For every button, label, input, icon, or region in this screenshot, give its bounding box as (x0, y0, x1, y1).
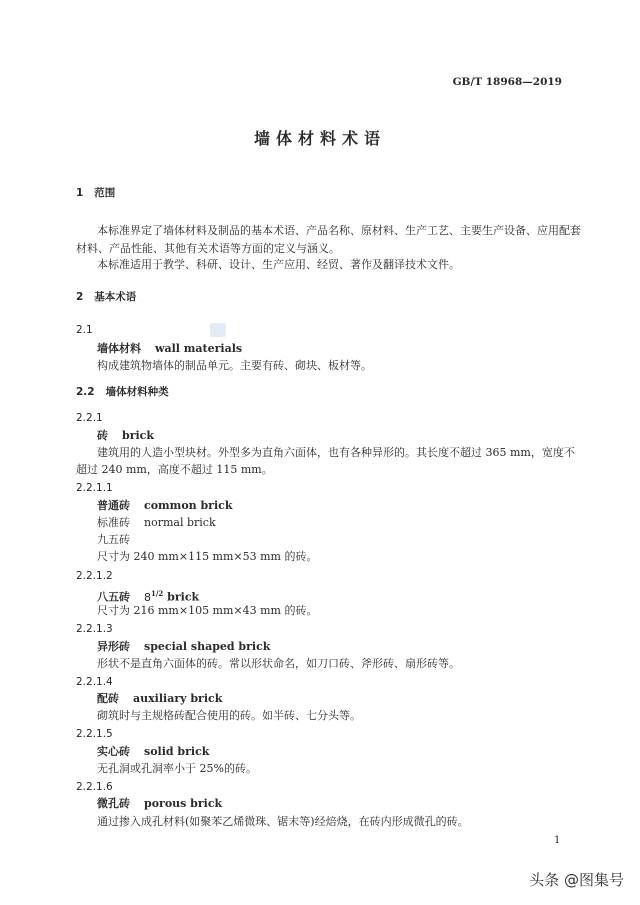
term-title (97, 745, 209, 759)
term-zh: 普通砖 (97, 499, 130, 512)
term-number: 2.2.1.1 (76, 482, 113, 494)
term-number: 2.2.1.3 (76, 623, 113, 635)
term-title (97, 797, 222, 811)
page-number: 1 (554, 835, 561, 846)
term-zh: 八五砖 (97, 590, 130, 604)
term-zh: 实心砖 (97, 745, 130, 758)
term-zh: 砖 (97, 429, 108, 442)
watermark-logo-icon (210, 323, 226, 337)
subsection-heading (76, 385, 169, 399)
term-synonym (97, 516, 216, 530)
term-title (97, 587, 199, 605)
section-number: 1 (76, 187, 84, 199)
term-number: 2.2.1.2 (76, 570, 113, 582)
synonym-zh: 标准砖 (97, 516, 130, 529)
term-definition: 通过掺入成孔材料(如聚苯乙烯微珠、锯末等)经焙烧，在砖内形成微孔的砖。 (97, 815, 469, 828)
term-number: 2.2.1.4 (76, 676, 113, 688)
term-definition: 构成建筑物墙体的制品单元。主要有砖、砌块、板材等。 (97, 359, 372, 372)
term-en: common brick (144, 499, 233, 512)
term-definition: 无孔洞或孔洞率小于 25%的砖。 (97, 762, 257, 775)
term-definition-line: 建筑用的人造小型块材。外型多为直角六面体，也有各种异形的。其长度不超过 365 mm，宽度不 (97, 446, 575, 459)
scope-paragraph-line: 本标准界定了墙体材料及制品的基本术语、产品名称、原材料、生产工艺、主要生产设备、应用配套 (97, 224, 581, 237)
section-number: 2 (76, 291, 84, 303)
section-title: 基本术语 (94, 291, 137, 303)
term-definition: 形状不是直角六面体的砖。常以形状命名，如刀口砖、斧形砖、扇形砖等。 (97, 657, 460, 670)
term-title (97, 342, 242, 356)
term-definition-line: 超过 240 mm，高度不超过 115 mm。 (76, 463, 273, 476)
term-en: brick (167, 590, 200, 604)
term-synonym: 九五砖 (97, 533, 130, 546)
term-number: 2.1 (76, 324, 93, 336)
standard-code: GB/T 18968—2019 (452, 76, 562, 88)
term-zh: 配砖 (97, 692, 119, 705)
term-en-number: 8 (144, 590, 151, 604)
watermark-text: 头条 @图集号 (529, 871, 624, 889)
term-en: brick (122, 429, 154, 442)
term-title (97, 429, 154, 443)
term-en: solid brick (144, 745, 210, 758)
scope-paragraph: 本标准适用于教学、科研、设计、生产应用、经贸、著作及翻译技术文件。 (97, 258, 460, 271)
term-zh: 墙体材料 (97, 342, 141, 355)
section-1-heading (76, 186, 115, 200)
synonym-en: normal brick (144, 516, 216, 529)
term-number: 2.2.1.6 (76, 781, 113, 793)
term-en: wall materials (155, 342, 243, 355)
term-en: auxiliary brick (133, 692, 223, 705)
term-definition: 尺寸为 240 mm×115 mm×53 mm 的砖。 (97, 550, 318, 563)
term-title (97, 499, 232, 513)
term-definition: 砌筑时与主规格砖配合使用的砖。如半砖、七分头等。 (97, 709, 361, 722)
term-definition: 尺寸为 216 mm×105 mm×43 mm 的砖。 (97, 604, 318, 617)
section-title: 墙体材料种类 (105, 386, 169, 398)
section-number: 2.2 (76, 386, 95, 398)
term-en: porous brick (144, 797, 223, 810)
term-zh: 微孔砖 (97, 797, 130, 810)
scope-paragraph-line: 材料、产品性能、其他有关术语等方面的定义与涵义。 (76, 242, 340, 255)
term-en: special shaped brick (144, 640, 271, 653)
term-title (97, 692, 222, 706)
term-title (97, 640, 270, 654)
term-zh: 异形砖 (97, 640, 130, 653)
section-title: 范围 (94, 187, 116, 199)
term-en-superscript: 1/2 (151, 589, 164, 598)
term-number: 2.2.1 (76, 412, 103, 424)
page-title: 墙体材料术语 (253, 129, 386, 148)
section-2-heading (76, 290, 136, 304)
term-number: 2.2.1.5 (76, 728, 113, 740)
